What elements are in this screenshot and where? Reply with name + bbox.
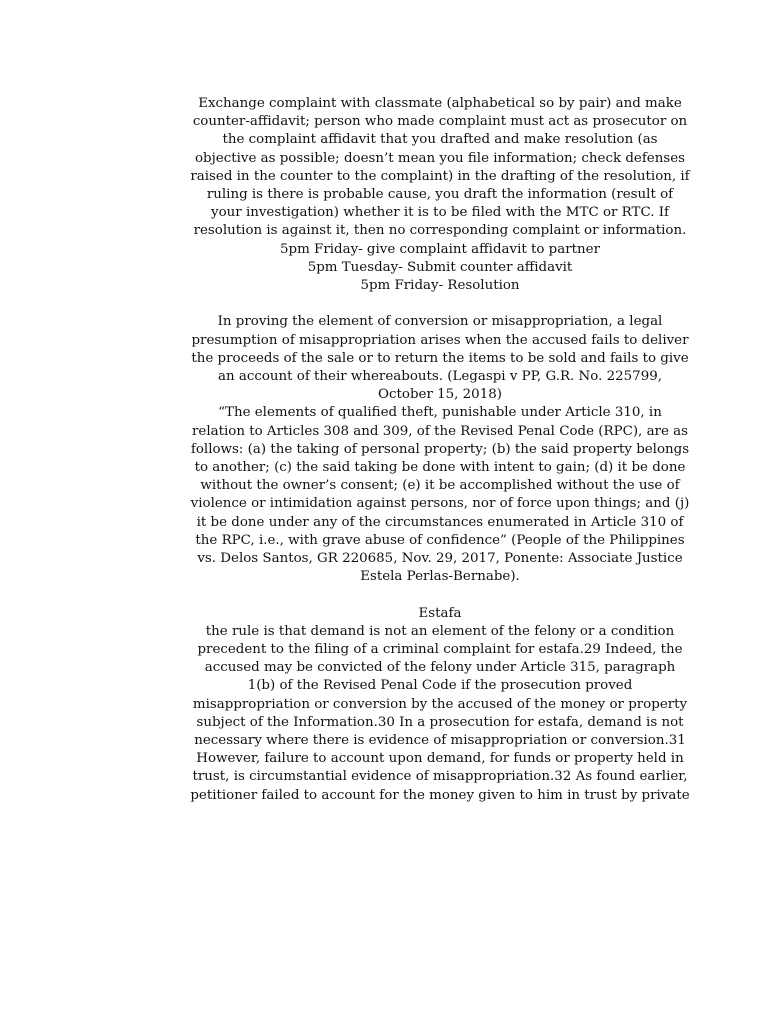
deadline-counter-affidavit: 5pm Tuesday- Submit counter affidavit: [307, 259, 573, 275]
qualified-theft-quote: “The elements of qualified theft, punishable under Article 310, in relation to Articles 308 and 309, of the Revised Penal Code (RPC), are as follows: (a) the taking of personal property; (b) the said property belongs to another; (c) the said taking be done with intent to gain; (d) it be done without the owner’s consent; (e) it be accomplished without the use of violence or intimidation against persons, nor of force upon things; and (j) it be done under any of the circumstances enumerated in Article 310 of the RPC, i.e., with grave abuse of confidence” (People of the Philippines vs. Delos Santos, GR 220685, Nov. 29, 2017, Ponente: Associate Justice Estela Perlas-Bernabe).: [190, 405, 690, 585]
conversion-paragraph: In proving the element of conversion or misappropriation, a legal presumption of misappropriation arises when the accused fails to deliver the proceeds of the sale or to return the items to be sold and fails to give an account of their whereabouts. (Legaspi v PP, G.R. No. 225799, October 15, 2018): [191, 314, 689, 403]
deadline-complaint: 5pm Friday- give complaint affidavit to partner: [280, 241, 600, 257]
paragraph-spacer: [190, 295, 690, 313]
estafa-paragraph: the rule is that demand is not an element of the felony or a condition precedent to the filing of a criminal complaint for estafa.29 Indeed, the accused may be convicted of the felony under Article 315, paragraph 1(b) of the Revised Penal Code if the prosecution proved misappropriation or conversion by the accused of the money or property subject of the Information.30 In a prosecution for estafa, demand is not necessary where there is evidence of misappropriation or conversion.31 However, failure to account upon demand, for funds or property held in trust, is circumstantial evidence of misappropriation.32 As found earlier, petitioner failed to account for the money given to him in trust by private: [190, 623, 690, 803]
assignment-instructions: Exchange complaint with classmate (alphabetical so by pair) and make counter-affidavit; person who made complaint must act as prosecutor on the complaint affidavit that you drafted and make resolution (as objective as possible; doesn’t mean you file information; check defenses raised in the counter to the complaint) in the drafting of the resolution, if ruling is there is probable cause, you draft the information (result of your investigation) whether it is to be filed with the MTC or RTC. If resolution is against it, then no corresponding complaint or information.: [190, 96, 690, 239]
paragraph-spacer: [190, 586, 690, 604]
document-page: [190, 95, 690, 805]
deadline-resolution: 5pm Friday- Resolution: [360, 278, 520, 294]
estafa-heading: Estafa: [418, 605, 462, 621]
